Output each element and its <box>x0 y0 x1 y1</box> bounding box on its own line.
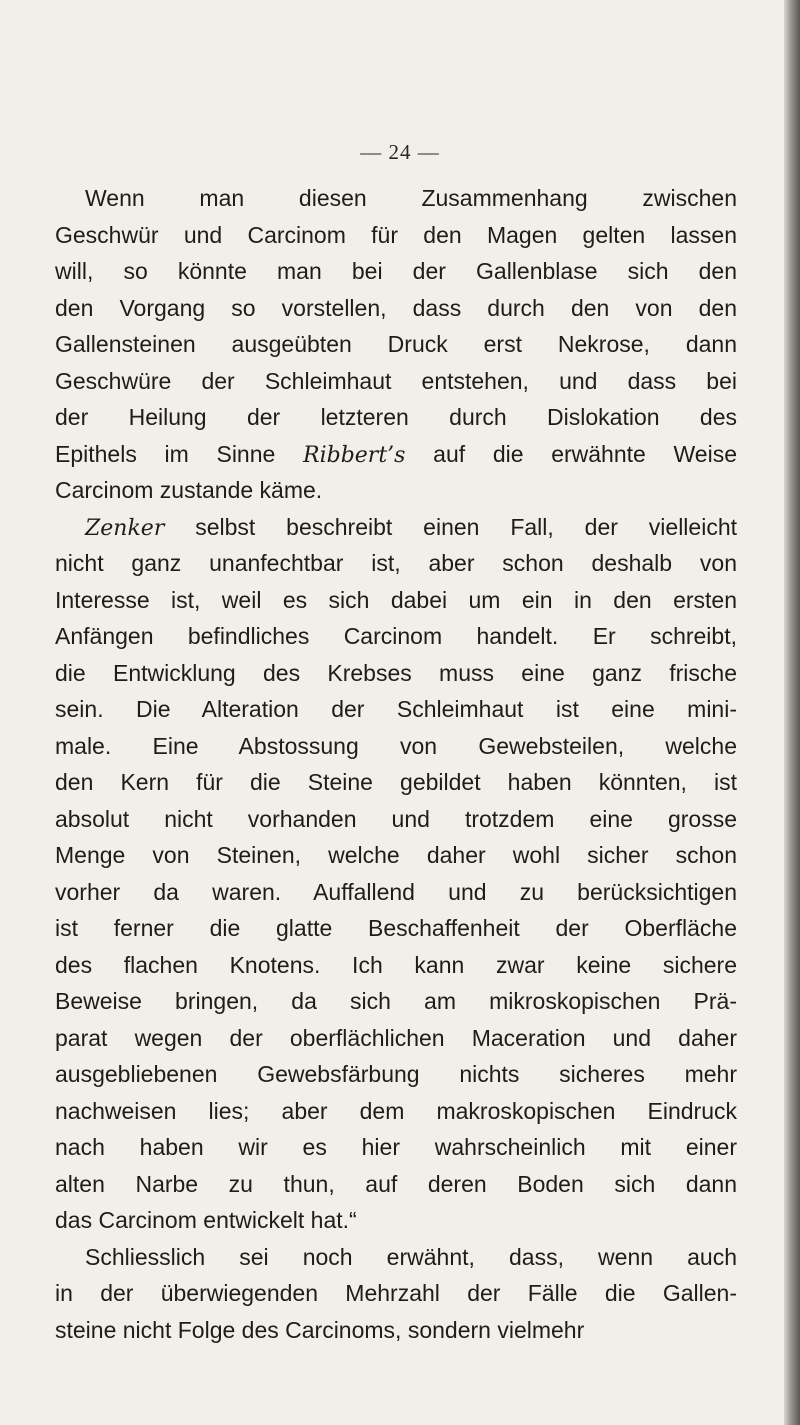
text-line: Menge von Steinen, welche daher wohl sicher schon <box>55 842 737 868</box>
text-line: Wenn man diesen Zusammenhang zwischen <box>85 185 737 211</box>
text-line: Beweise bringen, da sich am mikroskopischen Prä- <box>55 988 737 1014</box>
text-line: ist ferner die glatte Beschaffenheit der Oberfläche <box>55 915 737 941</box>
text-line: parat wegen der oberflächlichen Maceration und daher <box>55 1024 737 1051</box>
text-line: das Carcinom entwickelt hat.“ <box>55 1207 357 1233</box>
text-line: sein. Die Alteration der Schleimhaut ist eine mini- <box>55 696 737 722</box>
paragraph <box>55 509 737 1239</box>
text-line: absolut nicht vorhanden und trotzdem eine grosse <box>55 805 737 832</box>
text-line: steine nicht Folge des Carcinoms, sondern vielmehr <box>55 1316 585 1343</box>
text-line: Geschwüre der Schleimhaut entstehen, und dass bei <box>55 367 737 394</box>
page-number: — 24 — <box>360 140 440 164</box>
text-line: des flachen Knotens. Ich kann zwar keine sichere <box>55 951 737 978</box>
text-line: ausgebliebenen Gewebsfärbung nichts sicheres mehr <box>55 1061 737 1087</box>
paragraph <box>55 180 737 509</box>
text-line: nachweisen lies; aber dem makroskopischen Eindruck <box>55 1097 737 1124</box>
author-name: Ribbert’s <box>303 442 406 468</box>
text-line: will, so könnte man bei der Gallenblase sich den <box>55 258 737 284</box>
text-line: nach haben wir es hier wahrscheinlich mit einer <box>55 1134 737 1160</box>
text-line: Anfängen befindliches Carcinom handelt. Er schreibt, <box>55 623 737 649</box>
text-line <box>55 509 737 546</box>
author-name: Zenker <box>85 515 165 541</box>
text-line: die Entwicklung des Krebses muss eine ganz frische <box>55 659 737 686</box>
text-line: alten Narbe zu thun, auf deren Boden sich dann <box>55 1170 737 1197</box>
text-line: den Vorgang so vorstellen, dass durch den von den <box>55 294 737 321</box>
paragraph <box>55 1239 737 1349</box>
text-line: Gallensteinen ausgeübten Druck erst Nekrose, dann <box>55 331 737 357</box>
text-segment: selbst beschreibt einen Fall, der vielleicht <box>164 513 737 540</box>
page-edge-shadow <box>784 0 800 1425</box>
text-line: Schliesslich sei noch erwähnt, dass, wenn auch <box>85 1243 737 1270</box>
text-segment: Epithels im Sinne <box>55 440 304 467</box>
text-line: in der überwiegenden Mehrzahl der Fälle die Gallen- <box>55 1280 737 1306</box>
text-line: der Heilung der letzteren durch Dislokation des <box>55 404 737 430</box>
text-line: male. Eine Abstossung von Gewebsteilen, welche <box>55 732 737 759</box>
text-line: nicht ganz unanfechtbar ist, aber schon deshalb von <box>55 550 737 576</box>
text-line: den Kern für die Steine gebildet haben könnten, ist <box>55 769 737 795</box>
body-text <box>55 180 737 1348</box>
text-segment: auf die erwähnte Weise <box>405 440 737 467</box>
text-line: Geschwür und Carcinom für den Magen gelten lassen <box>55 221 737 248</box>
text-line: Interesse ist, weil es sich dabei um ein in den ersten <box>55 586 737 613</box>
text-line: Carcinom zustande käme. <box>55 477 323 503</box>
text-line: vorher da waren. Auffallend und zu berücksichtigen <box>55 878 737 905</box>
text-line <box>55 436 737 473</box>
